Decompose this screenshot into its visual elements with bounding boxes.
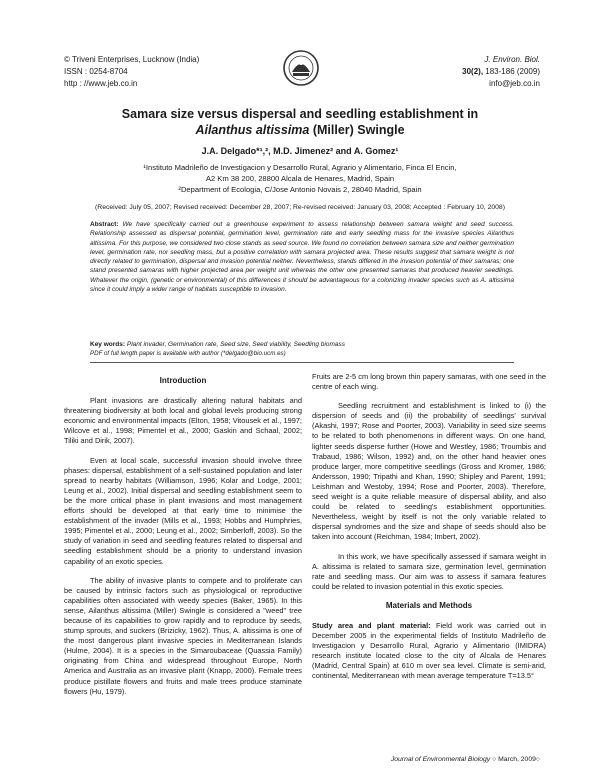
author-list: J.A. Delgado*¹,², M.D. Jimenez² and A. Gomez¹ <box>201 146 399 156</box>
page-footer <box>391 756 540 763</box>
issn-line: ISSN : 0254-8704 <box>64 67 128 76</box>
title-line-1: Samara size versus dispersal and seedling establishment in <box>121 107 479 121</box>
study-area-heading: Study area and plant material: <box>312 620 431 630</box>
journal-email[interactable]: info@jeb.co.in <box>489 79 540 88</box>
right-column <box>312 372 546 691</box>
intro-paragraph-2: Even at local scale, successful invasion should involve three phases: dispersal, establishment of a self-sustained population and later spread to nearby habitats (Williamson, 1996; Kolar and Lodge, 2001; Leung et al., 2002). Initial dispersal and seedling establishment seem to be the more critical phase in plant invasions and most management efforts should be developed at that early time to minimise the establishment of the invader (Mills et al., 1993; Hobbs and Humphries, 1995; Pimentel et al., 2000; Leung et al., 2002; Simberloff, 2003). So the study of variation in seed and seedling features related to dispersal and seedling establishment should be a priority to understand invasion capability of an exotic species. <box>64 455 302 566</box>
journal-logo-icon <box>281 48 321 88</box>
publisher-line: © Triveni Enterprises, Lucknow (India) <box>64 55 200 64</box>
keywords-label: Key words: <box>90 341 126 348</box>
affiliation-2: ²Department of Ecologia, C/Jose Antonio Novais 2, 28040 Madrid, Spain <box>178 185 422 194</box>
left-column <box>64 372 302 706</box>
title-species: Ailanthus altissima <box>195 123 310 137</box>
study-area-text: Field work was carried out in December 2005 in the experimental fields of Instituto Madrileño de Investigacion y Desarrollo Rural, Agrario y Alimentario (IMIDRA) research institute located close to the city of Alcala de Henares (Madrid, Central Spain) at 610 m over sea level. Climate is semi-arid, continental, Mediterranean with mean average temperature T=13.5° <box>312 620 546 681</box>
publisher-info <box>64 54 199 90</box>
footer-journal: Journal of Environmental Biology <box>390 756 491 763</box>
journal-citation <box>462 54 540 90</box>
journal-name: J. Environ. Biol. <box>484 55 540 64</box>
affiliations <box>60 162 540 195</box>
submission-dates: (Received: July 05, 2007; Revised received: December 28, 2007; Re-revised received: January 03, 2008; Accepted : February 10, 2008) <box>95 204 505 211</box>
intro-paragraph-1: Plant invasions are drastically altering natural habitats and threatening biodiversity at both local and global levels producing strong economic and environmental impacts (Elton, 1958; Vitousek et al., 1997; Wilcove et al., 1998; Pimentel et al., 2000; Gaskin and Schaal, 2002; Tiliki and Dirik, 2007). <box>64 396 302 446</box>
intro-paragraph-5: In this work, we have specifically assessed if samara weight in A. altissima is related to samara size, germination level, germination rate and seedling mass. Our aim was to assess if samara features could be related to invasion potential in this exotic species. <box>312 551 546 591</box>
methods-heading: Materials and Methods <box>385 600 473 610</box>
pdf-availability-note: PDF of full length paper is available with author (*delgado@bio.ucm.es) <box>90 350 286 357</box>
abstract-label: Abstract: <box>90 221 119 228</box>
title-line-2: (Miller) Swingle <box>312 123 405 137</box>
intro-paragraph-3: The ability of invasive plants to compete and to proliferate can be caused by intrinsic factors such as physiological or reproductive capabilities often associated with weedy species (Baker, 1965). In this sense, Ailanthus altissima (Miller) Swingle is considered a "weed" tree because of its capabilities to grow rapidly and to reproduce by seeds, stump sprouts, and suckers (Brizicky, 1962). Thus, A. altissima is one of the most dangerous plant invasive species in Mediterranean Islands (Hulme, 2004). It is a species in the Simaroubaceae (Quassia Family) originating from China and widespread throughout Europe, North America and Australia as an invasive plant (Knapp, 2000). Female trees produce pistillate flowers and fruits and male trees produce staminate flowers (Hu, 1979). <box>64 575 302 696</box>
affiliation-1: ¹Instituto Madrileño de Investigacion y Desarrollo Rural, Agrario y Alimentario, Finca El Encin, <box>143 163 457 172</box>
abstract <box>90 220 514 294</box>
keywords-text: Plant invader, Germination rate, Seed size, Seed viability, Seedling biomass <box>126 341 345 348</box>
intro-paragraph-4: Seedling recruitment and establishment is linked to (i) the dispersion of seeds and (ii) the probability of seedlings' survival (Akashi, 1997; Rose and Poorter, 2003). Variability in seed size seems to be related to both phenomenons in different ways. On one hand, lighter seeds disperse further (Howe and Westley, 1986; Troumbis and Trabaud, 1986; Wilson, 1992) and, on the other hand heavier ones produce larger, more competitive seedlings (Gross and Kromer, 1986; Andersson, 1990; Tripathi and Khan, 1990; Shipley and Parent, 1991; Leishman and Westoby, 1994; Rose and Poorter, 2003). Therefore, seed weight is a quite reliable measure of dispersal ability, and also could be related to seedling's establishment opportunities. Nevertheless, weight by itself is not the only variable related to dispersal syndromes and the size and shape of seeds should also be taken into account (Reichman, 1984; Imbert, 2002). <box>312 401 546 542</box>
website-link[interactable]: http : //www.jeb.co.in <box>64 79 138 88</box>
footer-bullet-end: ○ <box>535 756 540 763</box>
page-range: 183-186 (2009) <box>485 67 540 76</box>
paper-title <box>60 106 540 138</box>
study-area-paragraph <box>312 621 546 682</box>
volume-issue: 30(2), <box>462 67 484 76</box>
footer-bullet: ○ <box>492 756 497 763</box>
footer-date: March, 2009 <box>498 756 536 763</box>
section-divider <box>90 362 514 363</box>
intro-paragraph-continued: Fruits are 2-5 cm long brown thin papery samaras, with one seed in the centre of each wing. <box>312 372 546 392</box>
keywords <box>90 340 514 350</box>
abstract-text: We have specifically carried out a greenhouse experiment to assess relationship between samara weight and seed success. Relationship assessed as dispersal potential, germination level, germination rate and early seedling mass for the invasive species Ailanthus altissima. For this purpose, we considered two close stands as seed source. We found no correlation between samara size and neither germination level, germination rate, nor seedling mass, but a positive correlation with samara projected area. These results suggest that samara weight is not directly related to germination, dispersal and invasion potential neither. Nevertheless, stands differed in the invasion potential of their samaras; one stand presented samaras with higher projected area per weight unit whereas the other one presented samaras that produced heavier seedlings. Whatever the origin, (genetic or environmental) of this differences it should be advantageous for a colonizing invader species such as A. altissima since it could imply a wider range of habitats susceptible to invasion. <box>90 221 514 294</box>
introduction-heading: Introduction <box>159 376 207 385</box>
affiliation-1-address: A2 Km 38 200, 28800 Alcala de Henares, Madrid, Spain <box>205 174 395 183</box>
